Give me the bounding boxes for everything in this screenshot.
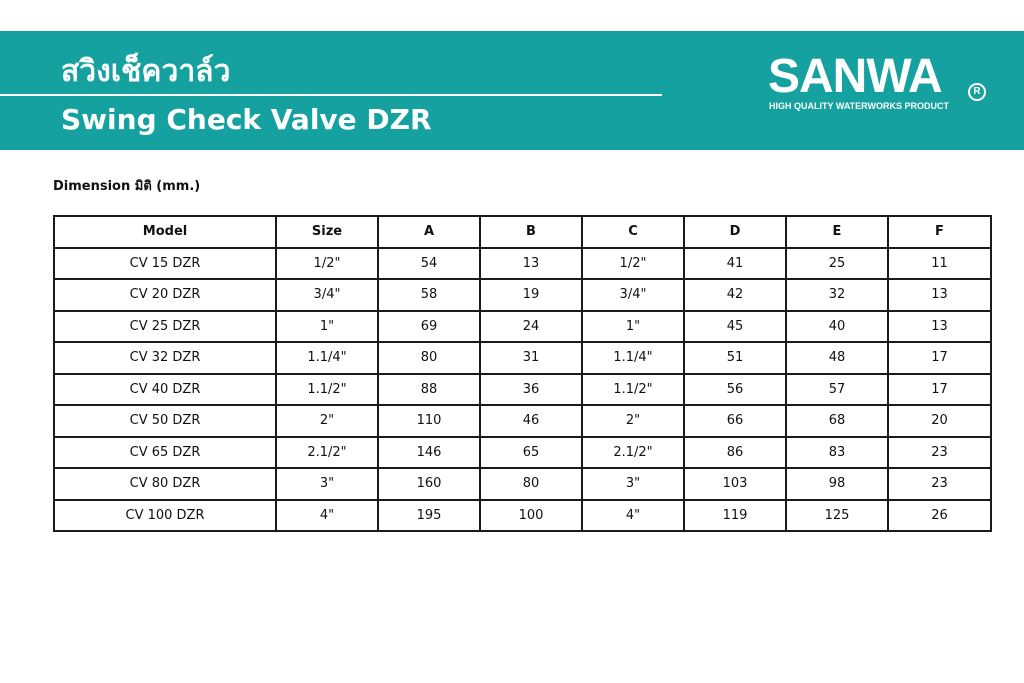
table-cell-e: 25 <box>786 248 888 280</box>
table-cell-f: 23 <box>888 437 991 469</box>
table-cell-a: 58 <box>378 279 480 311</box>
table-cell-e: 68 <box>786 405 888 437</box>
table-cell-f: 17 <box>888 374 991 406</box>
table-cell-e: 57 <box>786 374 888 406</box>
column-header-c: C <box>582 216 684 248</box>
logo-wordmark: SANWA <box>768 50 942 103</box>
table-cell-d: 41 <box>684 248 786 280</box>
table-cell-c: 2.1/2" <box>582 437 684 469</box>
table-cell-model: CV 100 DZR <box>54 500 276 532</box>
table-cell-size: 1.1/4" <box>276 342 378 374</box>
table-cell-model: CV 80 DZR <box>54 468 276 500</box>
table-cell-b: 36 <box>480 374 582 406</box>
table-row <box>54 437 991 469</box>
table-cell-f: 26 <box>888 500 991 532</box>
table-cell-b: 19 <box>480 279 582 311</box>
table-cell-model: CV 50 DZR <box>54 405 276 437</box>
table-cell-b: 13 <box>480 248 582 280</box>
table-row <box>54 500 991 532</box>
table-cell-model: CV 20 DZR <box>54 279 276 311</box>
table-cell-model: CV 25 DZR <box>54 311 276 343</box>
table-cell-model: CV 65 DZR <box>54 437 276 469</box>
column-header-size: Size <box>276 216 378 248</box>
table-cell-f: 23 <box>888 468 991 500</box>
table-row <box>54 374 991 406</box>
table-cell-f: 13 <box>888 311 991 343</box>
column-header-e: E <box>786 216 888 248</box>
table-cell-c: 4" <box>582 500 684 532</box>
table-cell-c: 3" <box>582 468 684 500</box>
table-body <box>54 248 991 532</box>
column-header-f: F <box>888 216 991 248</box>
table-cell-model: CV 40 DZR <box>54 374 276 406</box>
table-row <box>54 405 991 437</box>
table-cell-c: 1/2" <box>582 248 684 280</box>
column-header-d: D <box>684 216 786 248</box>
table-cell-d: 45 <box>684 311 786 343</box>
table-cell-e: 83 <box>786 437 888 469</box>
table-cell-c: 1" <box>582 311 684 343</box>
table-cell-size: 1/2" <box>276 248 378 280</box>
sanwa-logo <box>768 52 998 122</box>
table-cell-a: 110 <box>378 405 480 437</box>
table-cell-d: 66 <box>684 405 786 437</box>
table-cell-a: 88 <box>378 374 480 406</box>
table-row <box>54 468 991 500</box>
table-cell-b: 24 <box>480 311 582 343</box>
table-cell-a: 160 <box>378 468 480 500</box>
table-row <box>54 311 991 343</box>
table-cell-b: 100 <box>480 500 582 532</box>
table-cell-d: 119 <box>684 500 786 532</box>
table-cell-f: 17 <box>888 342 991 374</box>
table-cell-a: 146 <box>378 437 480 469</box>
table-cell-size: 1.1/2" <box>276 374 378 406</box>
table-row <box>54 342 991 374</box>
logo-tagline: HIGH QUALITY WATERWORKS PRODUCT <box>769 101 949 111</box>
table-cell-size: 4" <box>276 500 378 532</box>
table-cell-c: 3/4" <box>582 279 684 311</box>
table-cell-model: CV 15 DZR <box>54 248 276 280</box>
table-cell-size: 1" <box>276 311 378 343</box>
table-cell-a: 54 <box>378 248 480 280</box>
table-cell-f: 20 <box>888 405 991 437</box>
table-cell-e: 125 <box>786 500 888 532</box>
table-cell-size: 3/4" <box>276 279 378 311</box>
column-header-a: A <box>378 216 480 248</box>
table-cell-c: 2" <box>582 405 684 437</box>
table-cell-c: 1.1/2" <box>582 374 684 406</box>
table-cell-b: 46 <box>480 405 582 437</box>
table-cell-d: 86 <box>684 437 786 469</box>
title-thai: สวิงเช็ควาล์ว <box>61 54 231 89</box>
table-cell-b: 80 <box>480 468 582 500</box>
table-cell-b: 31 <box>480 342 582 374</box>
table-cell-b: 65 <box>480 437 582 469</box>
registered-mark-icon: R <box>968 83 986 101</box>
title-english: Swing Check Valve DZR <box>61 103 432 136</box>
table-cell-e: 32 <box>786 279 888 311</box>
table-cell-size: 2" <box>276 405 378 437</box>
table-cell-d: 103 <box>684 468 786 500</box>
table-cell-f: 11 <box>888 248 991 280</box>
table-cell-e: 98 <box>786 468 888 500</box>
table-row <box>54 279 991 311</box>
table-cell-a: 69 <box>378 311 480 343</box>
table-row <box>54 248 991 280</box>
dimension-table <box>53 215 992 532</box>
table-cell-c: 1.1/4" <box>582 342 684 374</box>
table-cell-f: 13 <box>888 279 991 311</box>
table-cell-a: 80 <box>378 342 480 374</box>
table-cell-size: 2.1/2" <box>276 437 378 469</box>
title-divider <box>0 94 662 96</box>
dimension-label: Dimension มิติ (mm.) <box>53 179 201 194</box>
table-cell-d: 42 <box>684 279 786 311</box>
table-cell-d: 51 <box>684 342 786 374</box>
column-header-model: Model <box>54 216 276 248</box>
table-cell-a: 195 <box>378 500 480 532</box>
table-cell-size: 3" <box>276 468 378 500</box>
table-cell-model: CV 32 DZR <box>54 342 276 374</box>
column-header-b: B <box>480 216 582 248</box>
table-cell-e: 48 <box>786 342 888 374</box>
table-cell-d: 56 <box>684 374 786 406</box>
table-cell-e: 40 <box>786 311 888 343</box>
table-header-row <box>54 216 991 248</box>
